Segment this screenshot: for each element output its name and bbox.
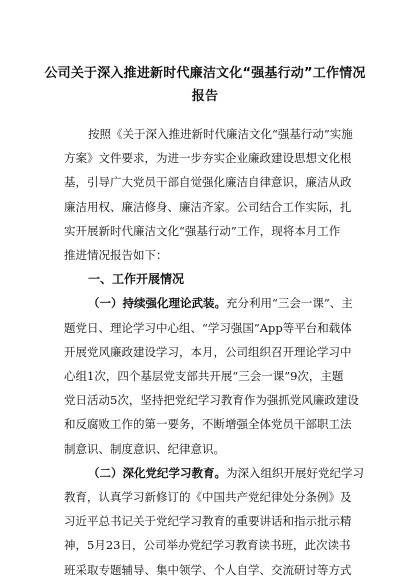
subsection-1-first-line bbox=[64, 291, 364, 315]
subsection-1-line: 制意识、制度意识、纪律意识。 bbox=[64, 441, 225, 456]
subsection-2-first-line bbox=[64, 461, 364, 485]
subsection-1-paragraph bbox=[64, 291, 364, 460]
subsection-1-line: 题党日、理论学习中心组、“学习强国”App等平台和载体 bbox=[64, 320, 352, 335]
intro-line: 基，引导广大党员干部自觉强化廉洁自律意识，廉洁从政 bbox=[64, 175, 352, 190]
document-title bbox=[40, 62, 370, 108]
subsection-1-text: 充分利用“三会一课”、主 bbox=[226, 296, 353, 311]
document-body bbox=[64, 122, 364, 582]
subsection-1-line: 党日活动5次，坚持把党纪学习教育作为强抓党风廉政建设 bbox=[64, 393, 359, 408]
intro-line: 推进情况报告如下： bbox=[64, 248, 168, 263]
subsection-1-line: 开展党风廉政建设学习，本月，公司组织召开理论学习中 bbox=[64, 344, 352, 359]
intro-line: 廉洁用权、廉洁修身、廉洁齐家。公司结合工作实际，扎 bbox=[64, 199, 352, 214]
intro-line: 按照《关于深入推进新时代廉洁文化“强基行动”实施 bbox=[88, 127, 353, 141]
intro-line: 方案》文件要求，为进一步夯实企业廉政建设思想文化根 bbox=[64, 151, 352, 166]
intro-line: 实开展新时代廉洁文化“强基行动”工作，现将本月工作 bbox=[64, 223, 341, 238]
subsection-2-line: 班采取专题辅导、集中领学、个人自学、交流研讨等方式 bbox=[64, 562, 352, 577]
subsection-2-line: 教育，认真学习新修订的《中国共产党纪律处分条例》及 bbox=[64, 490, 352, 505]
subsection-2-line: 神，5月23日，公司举办党纪学习教育读书班，此次读书 bbox=[64, 538, 351, 553]
title-line-2: 报告 bbox=[191, 89, 219, 104]
subsection-2-paragraph bbox=[64, 461, 364, 582]
subsection-2-heading: （二）深化党纪学习教育。 bbox=[88, 465, 226, 480]
subsection-1-heading: （一）持续强化理论武装。 bbox=[88, 296, 226, 311]
subsection-1-line: 和反腐败工作的第一要务，不断增强全体党员干部职工法 bbox=[64, 417, 352, 432]
section-heading: 一、工作开展情况 bbox=[88, 272, 185, 287]
subsection-2-text: 为深入组织开展好党纪学习 bbox=[226, 465, 364, 480]
subsection-2-line: 习近平总书记关于党纪学习教育的重要讲话和指示批示精 bbox=[64, 514, 352, 529]
title-line-1: 公司关于深入推进新时代廉洁文化“强基行动”工作情况 bbox=[44, 66, 366, 81]
intro-paragraph bbox=[64, 122, 364, 267]
subsection-1-line: 心组1次，四个基层党支部共开展“三会一课”9次，主题 bbox=[64, 369, 344, 384]
